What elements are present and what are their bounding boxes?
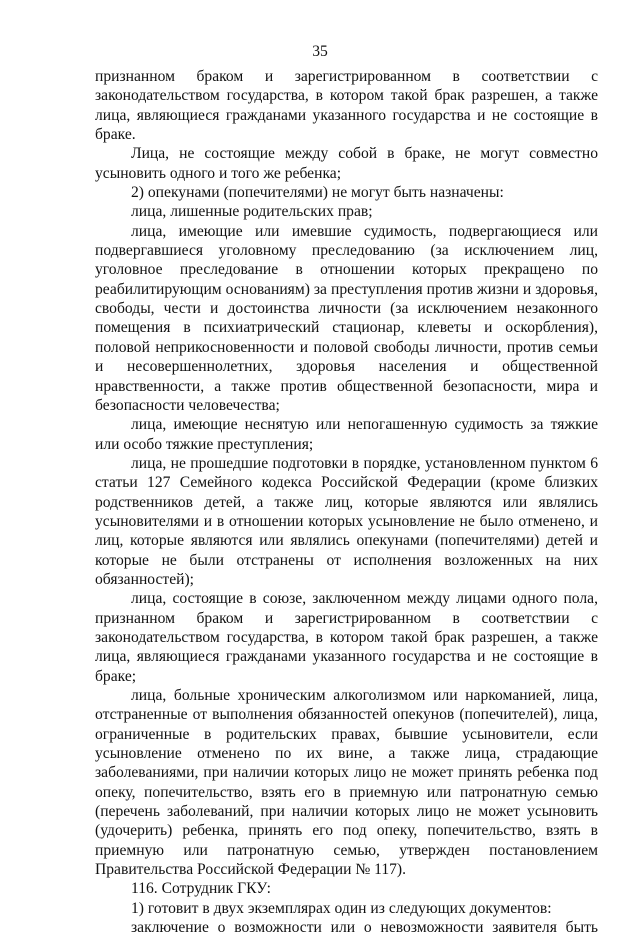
paragraph: Лица, не состоящие между собой в браке, не могут совместно усыновить одного и того же ребенка; (95, 145, 598, 182)
paragraph: лица, лишенные родительских прав; (131, 203, 373, 221)
paragraph: 1) готовит в двух экземплярах один из следующих документов: (131, 899, 552, 917)
paragraph: лица, состоящие в союзе, заключенном между лицами одного пола, признанном браком и зарегистрированном в соответствии с законодательством государства, в котором такой брак разрешен, а также лица, являющиеся гражданами указанного государства и не состоящие в браке; (95, 590, 598, 685)
paragraph: лица, не прошедшие подготовки в порядке, установленном пунктом 6 статьи 127 Семейного кодекса Российской Федерации (кроме близких родственников детей, а также лиц, которые являются или являлись усыновителями и в отношении которых усыновление не было отменено, и лиц, которые являются или являлись опекунами (попечителями) детей и которые не были отстранены от исполнения возложенных на них обязанностей); (95, 454, 598, 588)
paragraph: 116. Сотрудник ГКУ: (131, 880, 271, 898)
body-text (95, 67, 598, 937)
paragraph: признанном браком и зарегистрированном в соответствии с законодательством государства, в котором такой брак разрешен, а также лица, являющиеся гражданами указанного государства и не состоящие в браке. (95, 68, 598, 144)
paragraph: 2) опекунами (попечителями) не могут быть назначены: (131, 184, 504, 202)
page-number: 35 (312, 43, 328, 60)
paragraph: лица, больные хроническим алкоголизмом или наркоманией, лица, отстраненные от выполнения обязанностей опекунов (попечителей), лица, ограниченные в родительских правах, бывшие усыновители, если усыновление отменено по их вине, а также лица, страдающие заболеваниями, при наличии которых лицо не может принять ребенка под опеку, попечительство, взять его в приемную или патронатную семью (перечень заболеваний, при наличии которых лицо не может усыновить (удочерить) ребенка, принять его под опеку, попечительство, взять в приемную или патронатную семью, утвержден постановлением Правительства Российской Федерации № 117). (95, 687, 598, 879)
paragraph: лица, имеющие неснятую или непогашенную судимость за тяжкие или особо тяжкие преступления; (95, 416, 598, 453)
paragraph: лица, имеющие или имевшие судимость, подвергающиеся или подвергавшиеся уголовному преследованию (за исключением лиц, уголовное преследование в отношении которых прекращено по реабилитирующим основаниям) за преступления против жизни и здоровья, свободы, чести и достоинства личности (за исключением незаконного помещения в психиатрический стационар, клеветы и оскорбления), половой неприкосновенности и половой свободы личности, против семьи и несовершеннолетних, здоровья населения и общественной нравственности, а также против общественной безопасности, мира и безопасности человечества; (95, 222, 598, 414)
paragraph: заключение о возможности или о невозможности заявителя быть (131, 919, 598, 937)
